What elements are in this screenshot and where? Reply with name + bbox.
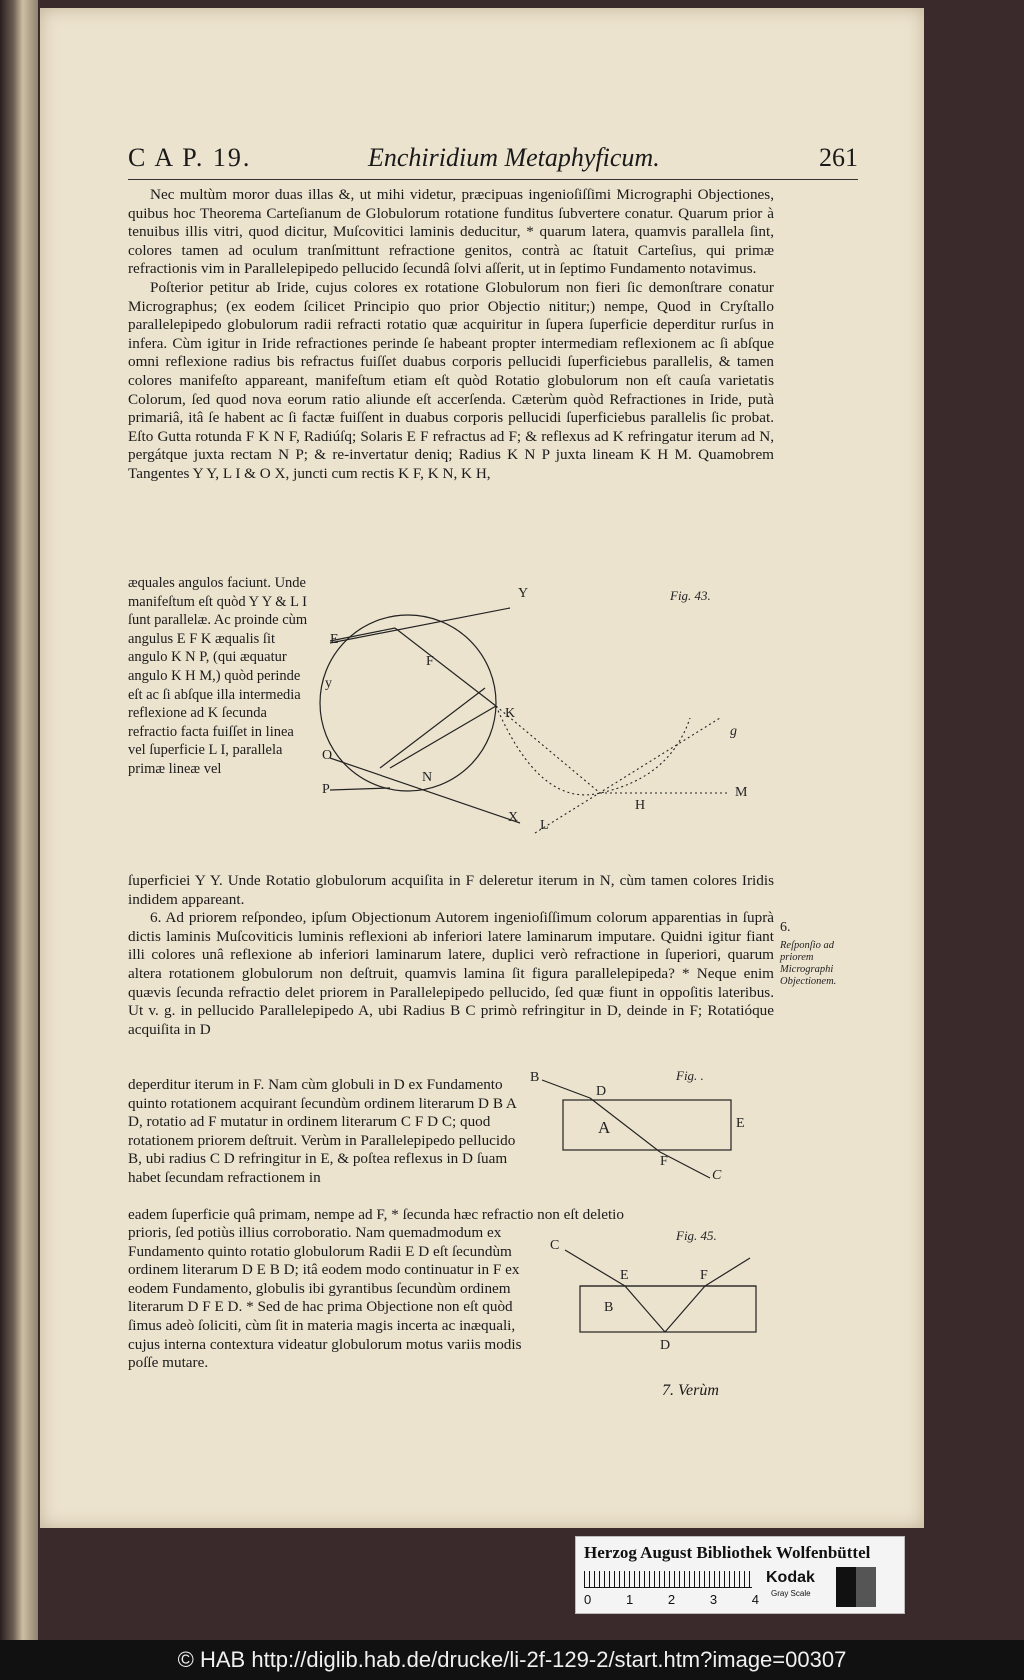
paragraph-2-end: ſuperficiei Y Y. Unde Rotatio globulorum acquiſita in F deleretur iterum in N, cùm tamen colores Iridis indidem appareant. xyxy=(128,872,774,908)
library-label-card xyxy=(575,1536,905,1614)
point-o: O xyxy=(322,748,333,763)
catchword: 7. Verùm xyxy=(662,1382,719,1399)
main-text-full xyxy=(128,1206,774,1225)
scale-3: 3 xyxy=(709,1592,718,1607)
point-a: A xyxy=(598,1118,611,1137)
paragraph-2: Poſterior petitur ab Iride, cujus colores ex rotatione Globulorum non fieri ſic demonſtrare conatur Micrographus; (ex eodem ſcilicet Principio quo prior Objectio nititur;) nempe, Quod in Cryſtallo parallelepipedo globulorum radii refracti rotatio quæ acquiritur in ſupera ſuperficie deperditur rurſus in infera. Cùm igitur in Iride refractiones perinde ſe habeant propter intermediam reflexionem ac ſi abſque omni reflexione radius bis refractus fuiſſet duabus corporis pellucidi ſuperficiebus parallelis, & tamen colores manifeſto appareant, manifeſtum etiam eſt quòd Rotatio globulorum non eſt cauſa varietatis Colorum, ſed quod nova eorum ratio aliunde eſt accerſenda. Cæterùm quòd Refractiones in Iride, putà primariâ, itâ ſe habent ac ſi factæ fuiſſent in duabus corporis pellucidi ſuperficiebus parallelis ſic probat. Eſto Gutta rotunda F K N F, Radiúſq; Solaris E F refractus ad F; & reflexus ad K refringatur iterum ad N, pergátque juxta rectam N P; & re-invertatur deniq; Radius K N P juxta lineam K H M. Quamobrem Tangentes Y Y, L I & O X, juncti cum rectis K F, K N, K H, xyxy=(128,278,774,482)
point-p: P xyxy=(322,782,330,797)
figure-44-points xyxy=(510,1068,750,1188)
point-b: B xyxy=(604,1300,614,1315)
book-page xyxy=(40,8,924,1528)
point-d: D xyxy=(660,1338,671,1353)
margin-number: 6. xyxy=(780,920,791,935)
paragraph-1: Nec multùm moror duas illas &, ut mihi videtur, præcipuas ingenioſiſſimi Micrographi Objectiones, quibus hoc Theorema Carteſianum de Globulorum rotatione funditus ſubvertere conatur. Quarum prior à tenuibus illis vitri, quod dicitur, Muſcovitici laminis deducitur, * quarum latera, quamvis parallela ſint, colores tamen ad oculum tranſmittunt refractione genitos, contrà ac ſtatuit Carteſius, qui primæ refractionis vim in Parallelepipedo pellucido ſecundâ ſolvi aſſerit, ut in ſeptimo Fundamento notavimus. xyxy=(128,186,774,278)
point-f: F xyxy=(700,1268,708,1283)
scale-2: 2 xyxy=(667,1592,676,1607)
page-title: Enchiridium Metaphyficum. xyxy=(368,143,660,172)
point-e: E xyxy=(620,1268,629,1283)
point-y-left: y xyxy=(325,676,332,691)
side-text-fig43 xyxy=(128,574,310,779)
figure-43-points xyxy=(310,588,760,848)
point-e: E xyxy=(736,1116,745,1131)
paragraph-3: 6. Ad priorem reſpondeo, ipſum Objectionum Autorem ingenioſiſſimum colorum apparentias in ſuprà dictis laminis Muſcoviticis luminis reflexioni ab inferiori latere laminarum imputare. Quidni igitur fiant illi colores unâ reflexione ab inferiori laminarum latere, duplici verò refractione in ſuperiori, quarum altera rotationem globulorum non deſtruit, quamvis lamina ſit figura parallelepipeda? * Neque enim quævis ſecunda refractio delet priorem in Parallelepipedo pellucido, ſed quæ fiunt in oppoſitis lateribus. Ut v. g. in pellucido Parallelepipedo A, ubi Radius B C primò refringitur in D, deinde in F; Rotatióque acquiſita in D xyxy=(128,909,774,1038)
point-f: F xyxy=(426,654,434,669)
running-header xyxy=(128,143,858,180)
side-text-fig45 xyxy=(128,1224,528,1373)
figure-45-points xyxy=(520,1238,760,1368)
gray-swatch-dark xyxy=(856,1567,876,1607)
point-y-top: Y xyxy=(518,586,529,601)
scale-numbers xyxy=(584,1592,759,1607)
main-text-top xyxy=(128,186,774,484)
point-b: B xyxy=(530,1070,540,1085)
kodak-sub: Gray Scale xyxy=(771,1589,811,1598)
point-d: D xyxy=(596,1084,607,1099)
page-number: 261 xyxy=(819,143,858,172)
paragraph-3-side: deperditur iterum in F. Nam cùm globuli in D ex Fundamento quinto rotationem acquirant ſecundùm ordinem literarum D B A D, rotatio ad F mutatur in ordinem literarum C F D C; quod rotationem priorem deſtruit. Verùm in Parallelepipedo pellucido B, ubi radius C D refringitur in E, & poſtea reflexus in D ſuam habet ſecundam refractionem in xyxy=(128,1076,517,1186)
point-e: E xyxy=(330,632,339,647)
gray-swatch-black xyxy=(836,1567,856,1607)
scale-1: 1 xyxy=(625,1592,634,1607)
figure-45-label: Fig. 45. xyxy=(676,1228,717,1243)
library-name: Herzog August Bibliothek Wolfenbüttel xyxy=(584,1543,871,1562)
scale-4: 4 xyxy=(751,1592,759,1607)
side-text-fig44 xyxy=(128,1076,528,1188)
chapter-label: C A P. 19. xyxy=(128,143,252,172)
paragraph-2-side: æquales angulos faciunt. Unde manifeſtum eſt quòd Y Y & L I ſunt parallelæ. Ac proinde cùm angulus E F K æqualis ſit angulo K N P, (qui æquatur angulo K H M,) quòd perinde eſt ac ſi abſque illa intermedia reflexione ad K ſecunda refractio facta fuiſſet in linea vel ſuperficie L I, parallela primæ lineæ vel xyxy=(128,575,308,777)
copyright-footer: © HAB http://diglib.hab.de/drucke/li-2f-129-2/start.htm?image=00307 xyxy=(0,1640,1024,1680)
paragraph-3-full: eadem ſuperficie quâ primam, nempe ad F, * ſecunda hæc refractio non eſt deletio xyxy=(128,1206,624,1223)
scale-0: 0 xyxy=(584,1592,592,1607)
point-f: F xyxy=(660,1154,668,1169)
figure-44-label: Fig. . xyxy=(676,1068,704,1083)
point-h: H xyxy=(635,798,646,813)
point-g: g xyxy=(730,724,737,739)
book-spine xyxy=(0,0,38,1640)
figure-43-label: Fig. 43. xyxy=(670,588,711,603)
scale-ruler xyxy=(584,1571,752,1588)
point-k: K xyxy=(505,706,516,721)
point-x: X xyxy=(508,810,519,825)
point-c: C xyxy=(712,1168,722,1183)
point-n: N xyxy=(422,770,433,785)
point-c: C xyxy=(550,1238,560,1253)
paragraph-3-side2: prioris, ſed potiùs illius corroboratio. Nam quemadmodum ex Fundamento quinto rotatio globulorum Radii E D eſt ſecundùm ordinem literarum D E B D; itâ eodem modo continuatur in F ex eodem Fundamento, globulis ibi gyrantibus ſecundùm ordinem literarum D F E D. * Sed de hac prima Objectione non eſt quòd ſimus adeò ſoliciti, cùm ſit in materia magis incerta ac inæquali, cujus interna contextura videatur globulorum motus variis modis poſſe mutare. xyxy=(128,1224,522,1372)
main-text-mid xyxy=(128,872,774,1039)
margin-note: Reſponſio ad priorem Micrographi Objectionem. xyxy=(780,940,837,987)
point-l: L xyxy=(540,818,549,833)
point-m: M xyxy=(735,785,748,800)
kodak-brand: Kodak xyxy=(766,1569,815,1586)
